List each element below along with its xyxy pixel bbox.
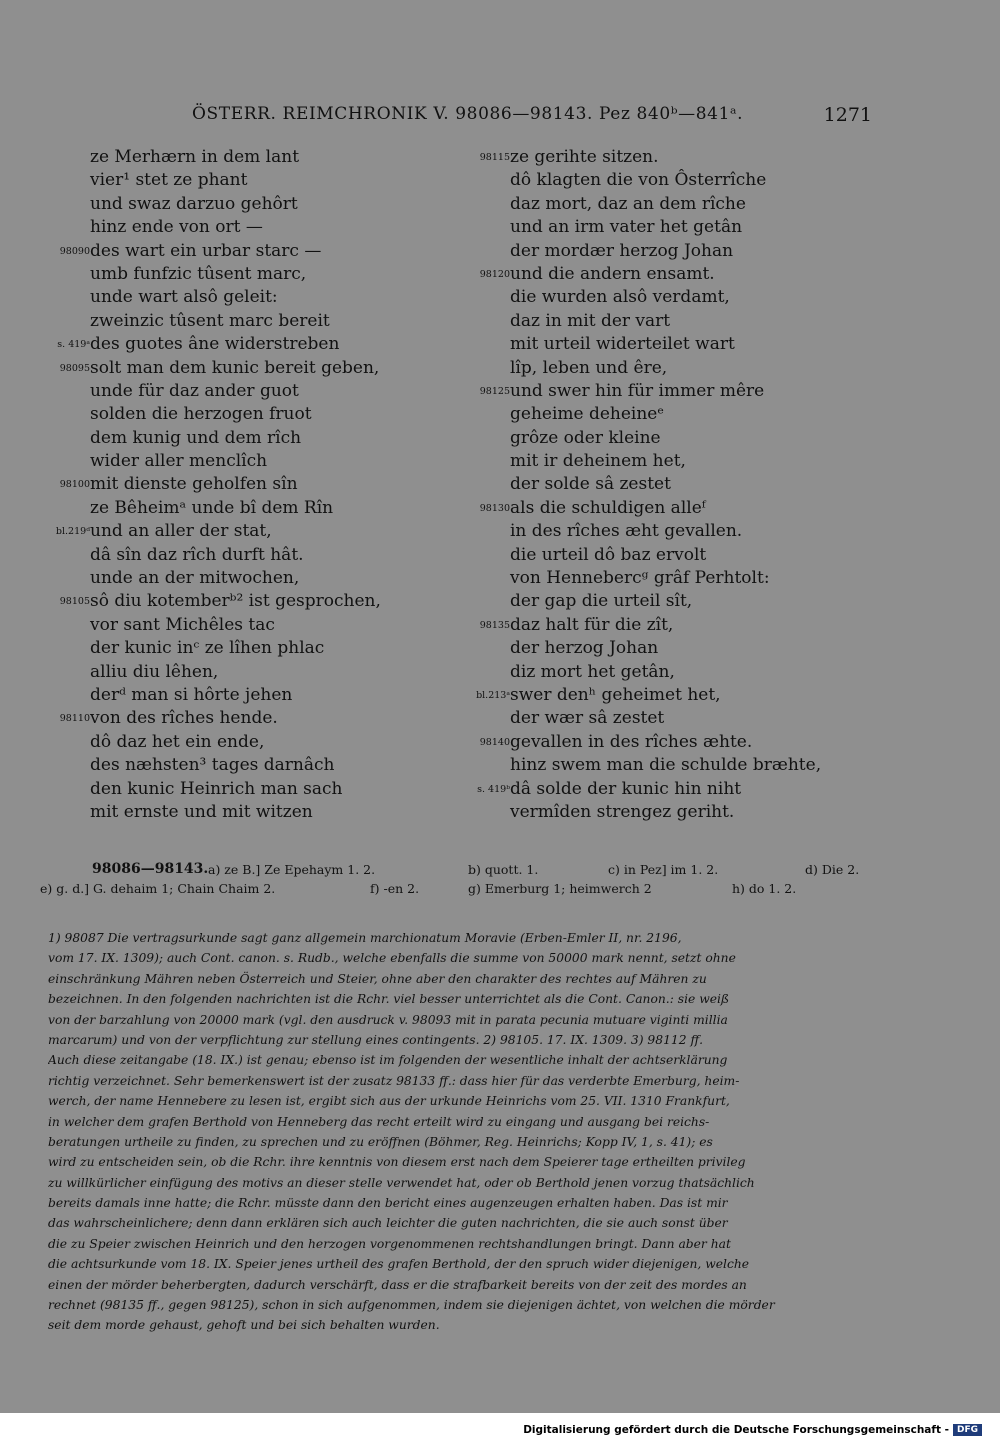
verse-line — [460, 310, 880, 333]
verse-text: vermîden strengez geriht. — [510, 801, 735, 822]
verse-text: sô diu kotemberᵇ² ist gesprochen, — [90, 591, 381, 612]
verse-text: daz in mit der vart — [510, 310, 671, 331]
verse-line — [460, 520, 880, 543]
apparatus-range: 98086—98143. — [92, 861, 209, 877]
verse-text: und swaz darzuo gehôrt — [90, 193, 298, 214]
verse-text: dô klagten die von Ôsterrîche — [510, 170, 767, 191]
verse-text: hinz ende von ort — — [90, 217, 263, 238]
verse-line — [460, 380, 880, 403]
margin-line-number: 98100 — [59, 479, 90, 491]
verse-line — [460, 193, 880, 216]
footnote-line: bereits damals inne hatte; die Rchr. müsste dann den bericht eines augenzeugen erhalten haben. Das ist mir — [48, 1196, 728, 1211]
verse-text: umb funfzic tûsent marc, — [90, 263, 307, 284]
verse-line — [40, 637, 460, 660]
footnote-line: marcarum) und von der verpflichtung zur stellung eines contingents. 2) 98105. 17. IX. 1309. 3) 98112 ff. — [48, 1032, 704, 1047]
footnote-line: die zu Speier zwischen Heinrich und den herzogen vorgenommenen rechtshandlungen bringt. Dann aber hat — [48, 1236, 731, 1251]
verse-line — [40, 614, 460, 637]
verse-text: mit ernste und mit witzen — [90, 801, 313, 822]
footnote-line: wird zu entscheiden sein, ob die Rchr. ihre kenntnis von diesem erst nach dem Speierer tage ertheilten privileg — [48, 1155, 746, 1170]
verse-text: derᵈ man si hôrte jehen — [90, 684, 293, 705]
margin-line-number: bl.219ᵈ — [55, 526, 90, 538]
verse-line — [40, 731, 460, 754]
critical-apparatus — [40, 860, 870, 898]
verse-text: ze gerihte sitzen. — [510, 147, 659, 167]
verse-line — [40, 707, 460, 730]
verse-line — [460, 333, 880, 356]
verse-line — [460, 801, 880, 824]
verse-line — [40, 473, 460, 496]
footnote-line: beratungen urtheile zu finden, zu sprechen und zu eröffnen (Böhmer, Reg. Heinrichs; Kopp IV, 1, s. 41); es — [48, 1134, 713, 1149]
verse-text: zweinzic tûsent marc bereit — [90, 310, 330, 331]
verse-text: solt man dem kunic bereit geben, — [90, 357, 380, 378]
footnote-line: Auch diese zeitangabe (18. IX.) ist genau; ebenso ist im folgenden der wesentliche inhalt der achtserklärung — [48, 1053, 728, 1068]
verse-line — [40, 450, 460, 473]
apparatus-note: c) in Pez] im 1. 2. — [608, 862, 719, 877]
apparatus-note: h) do 1. 2. — [732, 881, 797, 896]
verse-text: der kunic inᶜ ze lîhen phlac — [90, 638, 325, 659]
verse-line — [40, 310, 460, 333]
verse-text: unde an der mitwochen, — [90, 568, 300, 589]
verse-text: geheime deheineᵉ — [510, 404, 664, 425]
margin-line-number: 98105 — [59, 596, 90, 608]
verse-line — [460, 707, 880, 730]
verse-text: daz mort, daz an dem rîche — [510, 193, 746, 214]
apparatus-note: f) -en 2. — [370, 881, 420, 896]
footnote-line: zu willkürlicher einfügung des motivs an dieser stelle verwendet hat, oder ob Berthold jenen vorzug thatsächlich — [48, 1175, 755, 1190]
verse-text: dem kunig und dem rîch — [90, 427, 302, 448]
verse-line — [40, 380, 460, 403]
verse-line — [460, 590, 880, 613]
verse-line — [40, 216, 460, 239]
running-title: ÖSTERR. REIMCHRONIK V. 98086—98143. Pez 840ᵇ—841ᵃ. — [192, 104, 744, 124]
verse-text: alliu diu lêhen, — [90, 661, 219, 682]
apparatus-note: g) Emerburg 1; heimwerch 2 — [468, 881, 652, 896]
page-number: 1271 — [823, 104, 872, 126]
verse-text: die urteil dô baz ervolt — [510, 544, 707, 565]
margin-line-number: bl.213ᵃ — [476, 689, 510, 701]
verse-line — [460, 637, 880, 660]
verse-text: solden die herzogen fruot — [90, 404, 312, 425]
margin-line-number: 98090 — [59, 245, 90, 257]
verse-text: von Hennebercᵍ grâf Perhtolt: — [510, 568, 770, 589]
verse-text: dâ sîn daz rîch durft hât. — [90, 544, 304, 565]
verse-column-left — [40, 146, 460, 824]
margin-line-number: 98115 — [479, 152, 510, 163]
verse-line — [40, 544, 460, 567]
footnotes — [48, 928, 868, 1336]
margin-line-number: s. 419ᵃ — [57, 339, 90, 351]
verse-text: der herzog Johan — [510, 638, 659, 659]
verse-line — [460, 169, 880, 192]
footnote-line: einschränkung Mähren neben Österreich und Steier, ohne aber den charakter des rechtes auf Mähren zu — [48, 971, 707, 986]
verse-text: grôze oder kleine — [510, 427, 661, 448]
verse-line — [460, 497, 880, 520]
verse-line — [40, 427, 460, 450]
verse-line — [40, 754, 460, 777]
verse-text: ze Merhærn in dem lant — [90, 147, 300, 167]
running-head — [0, 104, 1000, 130]
verse-text: in des rîches æht gevallen. — [510, 521, 743, 542]
verse-line — [460, 754, 880, 777]
apparatus-note: a) ze B.] Ze Epehaym 1. 2. — [208, 862, 376, 877]
verse-line — [460, 661, 880, 684]
verse-line — [460, 567, 880, 590]
footnote-line: das wahrscheinlichere; denn dann erklären sich auch leichter die guten nachrichten, die sie auch sonst über — [48, 1216, 728, 1231]
margin-line-number: 98095 — [59, 362, 90, 374]
verse-text: die wurden alsô verdamt, — [510, 287, 730, 308]
verse-line — [460, 146, 880, 169]
verse-text: unde wart alsô geleit: — [90, 287, 278, 308]
verse-text: und die andern ensamt. — [510, 263, 715, 284]
verse-line — [40, 590, 460, 613]
margin-line-number: 98140 — [479, 736, 510, 748]
verse-text: des wart ein urbar starc — — [90, 240, 322, 261]
verse-text: wider aller menclîch — [90, 451, 268, 472]
verse-text: gevallen in des rîches æhte. — [510, 731, 753, 752]
verse-text: vor sant Michêles tac — [90, 614, 275, 635]
margin-line-number: s. 419ᵇ — [477, 783, 510, 795]
verse-text: hinz swem man die schulde bræhte, — [510, 755, 822, 776]
verse-text: mit urteil widerteilet wart — [510, 334, 735, 355]
verse-line — [40, 169, 460, 192]
verse-line — [460, 544, 880, 567]
verse-text: der gap die urteil sît, — [510, 591, 693, 612]
verse-text: ze Bêheimᵃ unde bî dem Rîn — [90, 497, 334, 518]
footnote-line: werch, der name Hennebere zu lesen ist, ergibt sich aus der urkunde Heinrichs vom 25. VII. 1310 Frankfurt, — [48, 1094, 730, 1109]
verse-line — [460, 684, 880, 707]
verse-text: daz halt für die zît, — [510, 614, 674, 635]
verse-text: und swer hin für immer mêre — [510, 380, 765, 401]
verse-line — [40, 778, 460, 801]
verse-line — [40, 193, 460, 216]
verse-text: des guotes âne widerstreben — [90, 334, 340, 355]
verse-text: mit dienste geholfen sîn — [90, 474, 298, 495]
verse-text: und an irm vater het getân — [510, 217, 743, 238]
footnote-line: seit dem morde gehaust, gehoft und bei sich behalten wurden. — [48, 1318, 440, 1333]
verse-text: lîp, leben und êre, — [510, 357, 668, 378]
apparatus-note: b) quott. 1. — [468, 862, 539, 877]
footnote-line: bezeichnen. In den folgenden nachrichten ist die Rchr. viel besser unterrichtet als die Cont. Canon.: sie weiß — [48, 992, 730, 1007]
apparatus-note: d) Die 2. — [805, 862, 860, 877]
verse-line — [460, 263, 880, 286]
verse-text: vier¹ stet ze phant — [90, 170, 248, 191]
verse-text: unde für daz ander guot — [90, 380, 299, 401]
margin-line-number: 98130 — [479, 502, 510, 514]
verse-text: und an aller der stat, — [90, 521, 272, 542]
verse-line — [460, 614, 880, 637]
verse-line — [40, 403, 460, 426]
verse-text: der mordær herzog Johan — [510, 240, 734, 261]
verse-text: dâ solde der kunic hin niht — [510, 778, 742, 799]
verse-line — [40, 684, 460, 707]
apparatus-note: e) g. d.] G. dehaim 1; Chain Chaim 2. — [40, 881, 276, 896]
verse-line — [40, 357, 460, 380]
verse-text: diz mort het getân, — [510, 661, 675, 682]
verse-text: dô daz het ein ende, — [90, 731, 265, 752]
footnote-line: einen der mörder beherbergten, dadurch verschärft, dass er die strafbarkeit bereits von der zeit des mordes an — [48, 1277, 747, 1292]
verse-line — [460, 427, 880, 450]
verse-line — [460, 450, 880, 473]
verse-line — [40, 801, 460, 824]
footnote-line: richtig verzeichnet. Sehr bemerkenswert ist der zusatz 98133 ff.: dass hier für das verderbte Emerburg, heim- — [48, 1073, 740, 1088]
verse-line — [40, 497, 460, 520]
dfg-logo: DFG — [953, 1424, 982, 1436]
verse-line — [40, 146, 460, 169]
verse-text: swer denʰ geheimet het, — [510, 684, 721, 705]
margin-line-number: 98120 — [479, 268, 510, 280]
margin-line-number: 98125 — [479, 385, 510, 397]
verse-line — [40, 263, 460, 286]
apparatus-line — [40, 879, 870, 898]
verse-text: der solde sâ zestet — [510, 474, 671, 495]
footnote-line: rechnet (98135 ff., gegen 98125), schon in sich aufgenommen, indem sie diejenigen ächtet, von welchen die mörder — [48, 1298, 775, 1313]
footnote-line: von der barzahlung von 20000 mark (vgl. den ausdruck v. 98093 mit in parata pecunia mutuare viginti millia — [48, 1012, 728, 1027]
verse-line — [460, 240, 880, 263]
verse-line — [460, 473, 880, 496]
verse-text: mit ir deheinem het, — [510, 451, 686, 472]
footer-credit: Digitalisierung gefördert durch die Deutsche Forschungsgemeinschaft - — [523, 1424, 949, 1436]
page-footer — [523, 1419, 982, 1441]
apparatus-line — [40, 860, 870, 879]
footnote-line: in welcher dem grafen Berthold von Henneberg das recht erteilt wird zu eingang und ausgang bei reichs- — [48, 1114, 710, 1129]
verse-text: von des rîches hende. — [90, 708, 278, 729]
footnote-line: 1) 98087 Die vertragsurkunde sagt ganz allgemein marchionatum Moravie (Erben-Emler II, nr. 2196, — [48, 931, 682, 945]
margin-line-number: 98135 — [479, 619, 510, 631]
verse-line — [40, 240, 460, 263]
footnote-line: die achtsurkunde vom 18. IX. Speier jenes urtheil des grafen Berthold, der den spruch wider diejenigen, welche — [48, 1257, 750, 1272]
verse-line — [460, 357, 880, 380]
verse-line — [40, 661, 460, 684]
verse-line — [40, 333, 460, 356]
margin-line-number: 98110 — [59, 713, 90, 725]
verse-line — [460, 216, 880, 239]
verse-line — [460, 731, 880, 754]
verse-line — [40, 520, 460, 543]
verse-text: als die schuldigen alleᶠ — [510, 497, 706, 518]
verse-text: des næhsten³ tages darnâch — [90, 755, 335, 776]
verse-column-right — [460, 146, 880, 824]
footnote-line: vom 17. IX. 1309); auch Cont. canon. s. Rudb., welche ebenfalls die summe von 50000 mark nennt, setzt ohne — [48, 951, 736, 966]
verse-line — [40, 567, 460, 590]
verse-text: den kunic Heinrich man sach — [90, 778, 343, 799]
verse-line — [40, 286, 460, 309]
verse-text: der wær sâ zestet — [510, 708, 665, 729]
verse-line — [460, 403, 880, 426]
verse-line — [460, 778, 880, 801]
verse-line — [460, 286, 880, 309]
